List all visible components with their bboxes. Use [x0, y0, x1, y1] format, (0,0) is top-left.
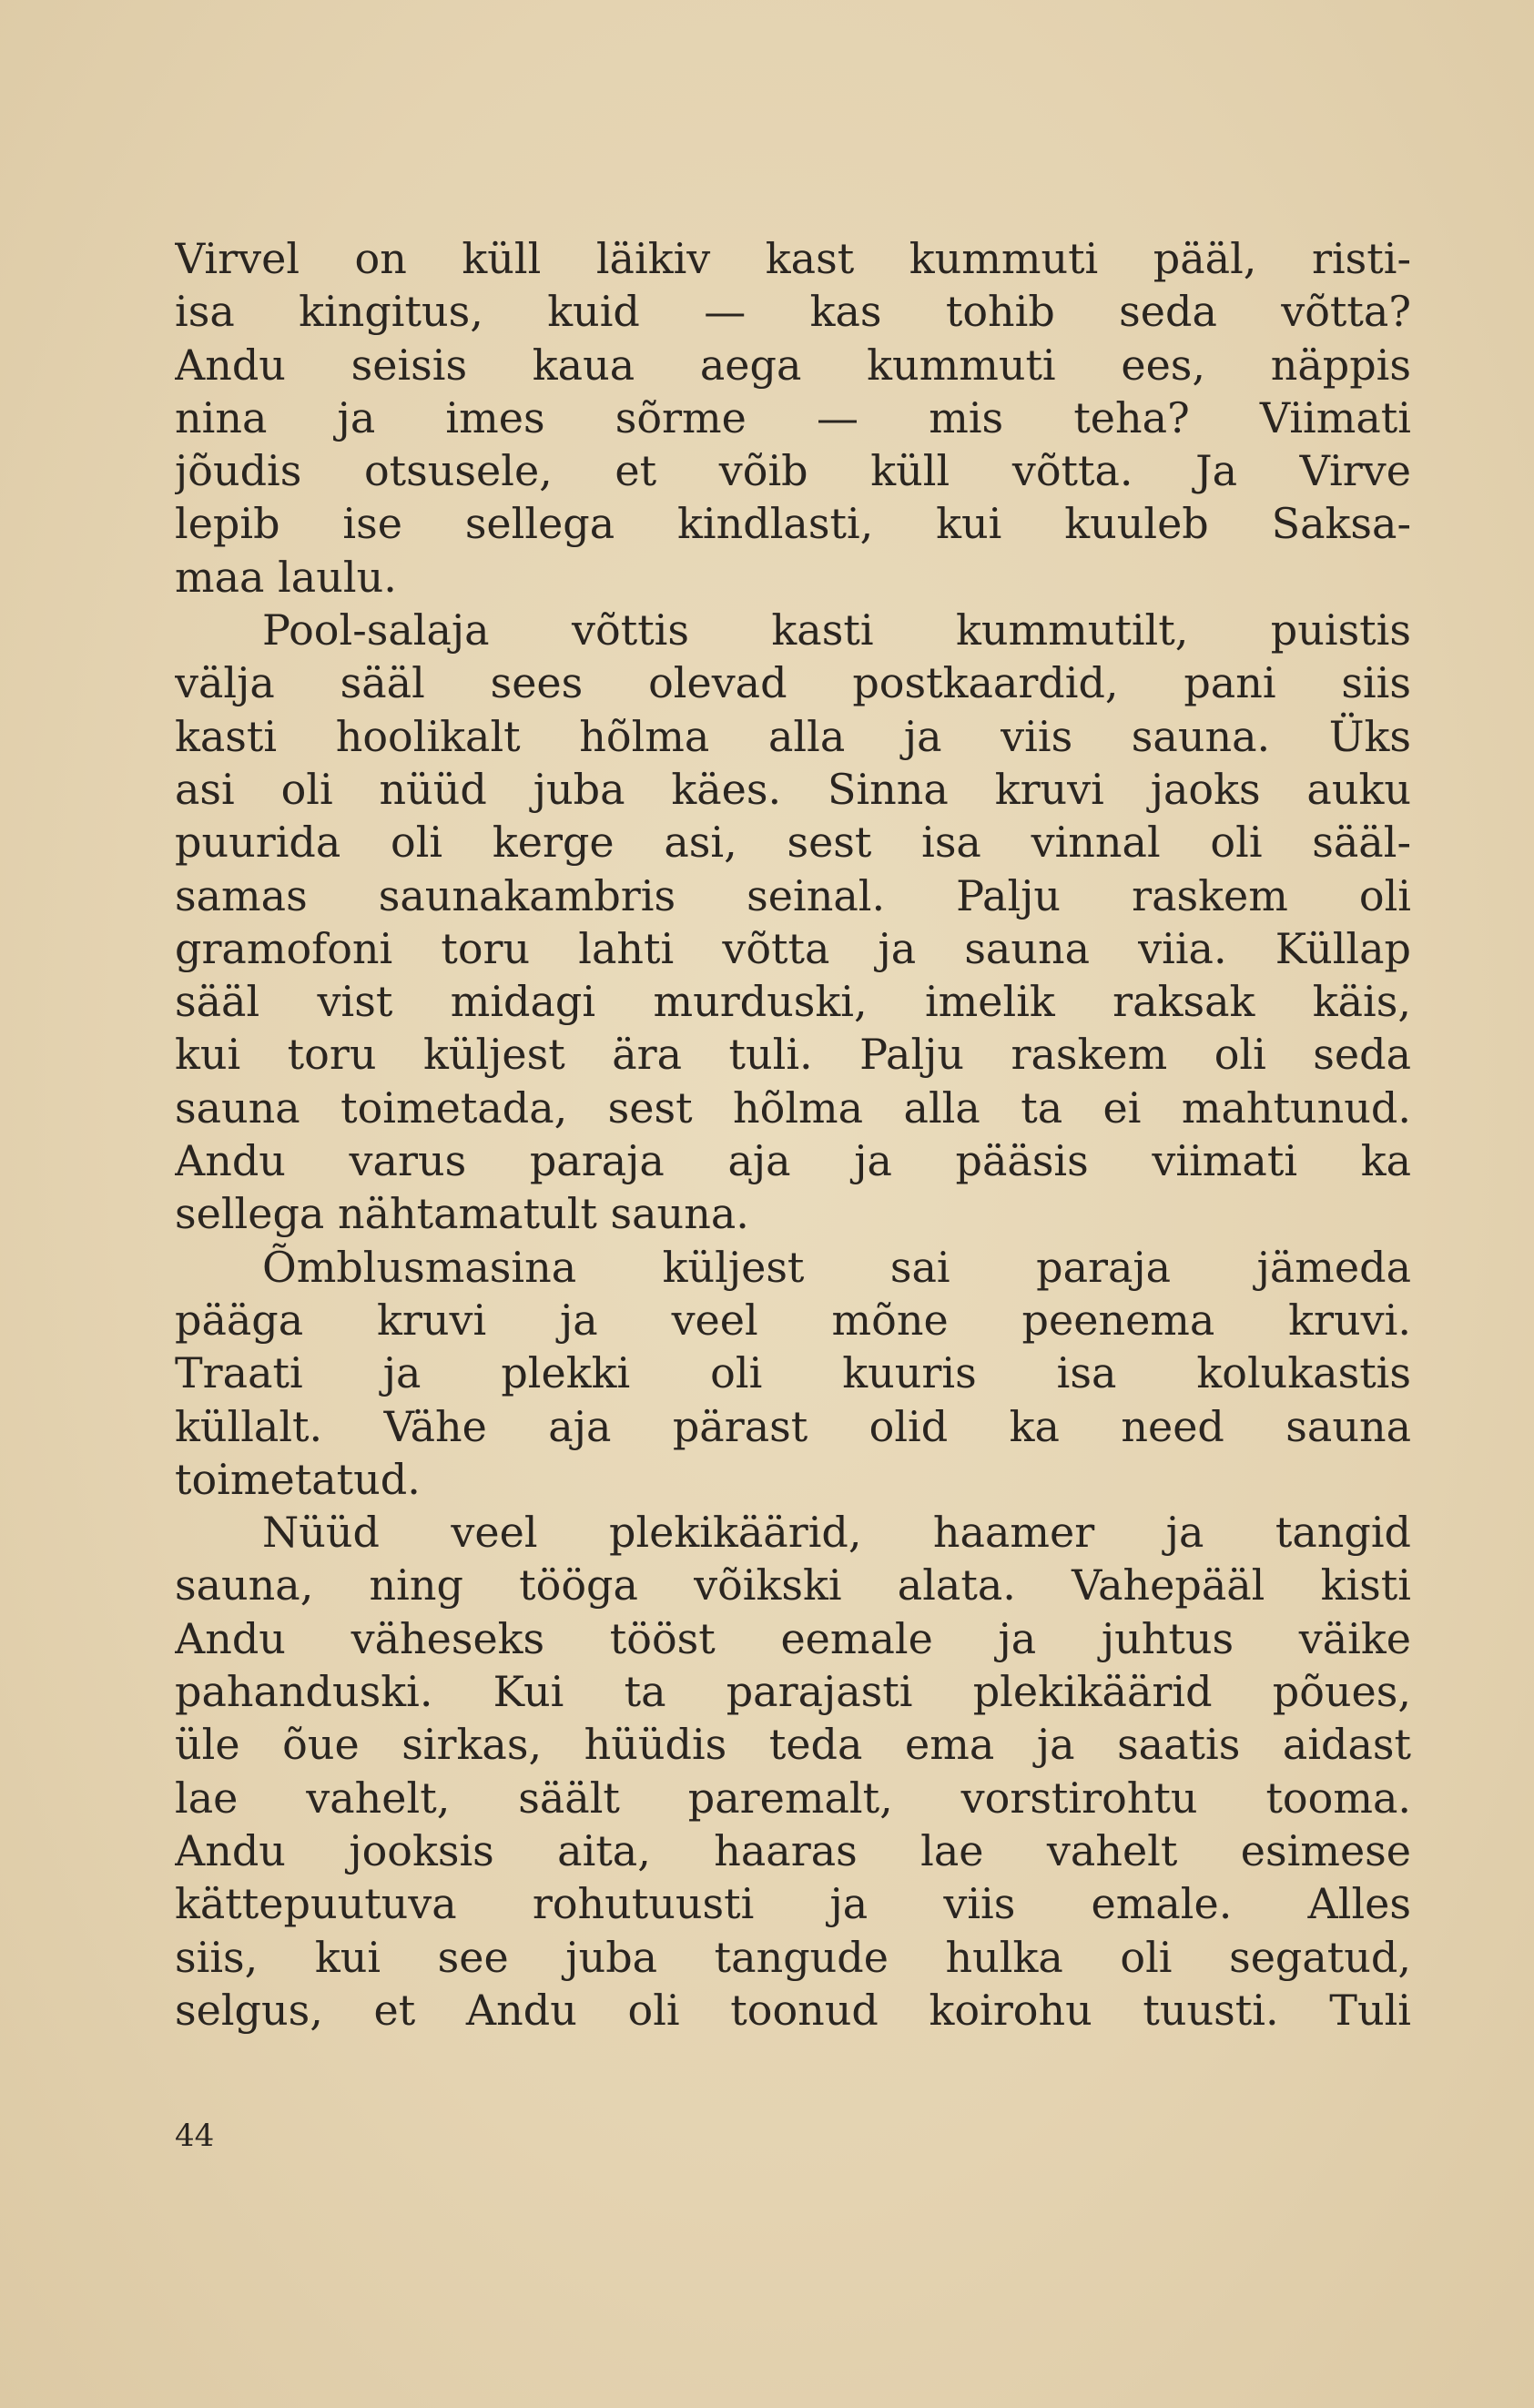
text-line: isa kingitus, kuid — kas tohib seda võtta?	[175, 287, 1411, 337]
text-line: selgus, et Andu oli toonud koirohu tuusti. Tuli	[175, 1985, 1411, 2035]
text-line: puurida oli kerge asi, sest isa vinnal oli sääl-	[175, 818, 1411, 868]
text-line: Nüüd veel plekikäärid, haamer ja tangid	[262, 1508, 1411, 1558]
text-line: sauna, ning tööga võikski alata. Vahepääl kisti	[175, 1560, 1411, 1610]
text-line: Andu varus paraja aja ja pääsis viimati ka	[175, 1136, 1411, 1186]
text-line: sauna toimetada, sest hõlma alla ta ei mahtunud.	[175, 1082, 1411, 1133]
text-line: kui toru küljest ära tuli. Palju raskem oli seda	[175, 1030, 1411, 1080]
text-line: Pool-salaja võttis kasti kummutilt, puistis	[262, 605, 1411, 655]
text-line: kasti hoolikalt hõlma alla ja viis sauna. Üks	[175, 711, 1411, 761]
text-line: Virvel on küll läikiv kast kummuti pääl, risti-	[175, 234, 1411, 283]
text-line: pääga kruvi ja veel mõne peenema kruvi.	[175, 1295, 1411, 1345]
text-line: jõudis otsusele, et võib küll võtta. Ja Virve	[175, 446, 1411, 496]
page-number: 44	[175, 2118, 215, 2154]
text-line: Traati ja plekki oli kuuris isa kolukastis	[175, 1348, 1411, 1398]
text-line: kättepuutuva rohutuusti ja viis emale. Alles	[175, 1879, 1411, 1929]
text-line: Andu väheseks tööst eemale ja juhtus väike	[175, 1613, 1411, 1663]
text-line: samas saunakambris seinal. Palju raskem oli	[175, 870, 1411, 920]
text-line: Andu jooksis aita, haaras lae vahelt esimese	[175, 1825, 1411, 1875]
text-line: gramofoni toru lahti võtta ja sauna viia. Küllap	[175, 923, 1411, 973]
text-line: Andu seisis kaua aega kummuti ees, näppis	[175, 340, 1411, 390]
text-line: nina ja imes sõrme — mis teha? Viimati	[175, 392, 1411, 442]
text-line: üle õue sirkas, hüüdis teda ema ja saatis aidast	[175, 1720, 1411, 1770]
text-line: sääl vist midagi murduski, imelik raksak käis,	[175, 977, 1411, 1027]
text-line: lepib ise sellega kindlasti, kui kuuleb Saksa-	[175, 499, 1411, 549]
text-line: siis, kui see juba tangude hulka oli segatud,	[175, 1932, 1411, 1982]
text-line: Õmblusmasina küljest sai paraja jämeda	[262, 1242, 1411, 1292]
text-line: välja sääl sees olevad postkaardid, pani siis	[175, 658, 1411, 708]
text-line: lae vahelt, säält paremalt, vorstirohtu tooma.	[175, 1773, 1411, 1823]
text-line: sellega nähtamatult sauna.	[175, 1189, 749, 1239]
text-line: pahanduski. Kui ta parajasti plekikäärid põues,	[175, 1667, 1411, 1717]
text-line: maa laulu.	[175, 552, 397, 602]
text-line: asi oli nüüd juba käes. Sinna kruvi jaoks auku	[175, 764, 1411, 814]
body-text	[175, 232, 1411, 2037]
text-line: toimetatud.	[175, 1454, 421, 1504]
text-line: küllalt. Vähe aja pärast olid ka need sauna	[175, 1401, 1411, 1451]
